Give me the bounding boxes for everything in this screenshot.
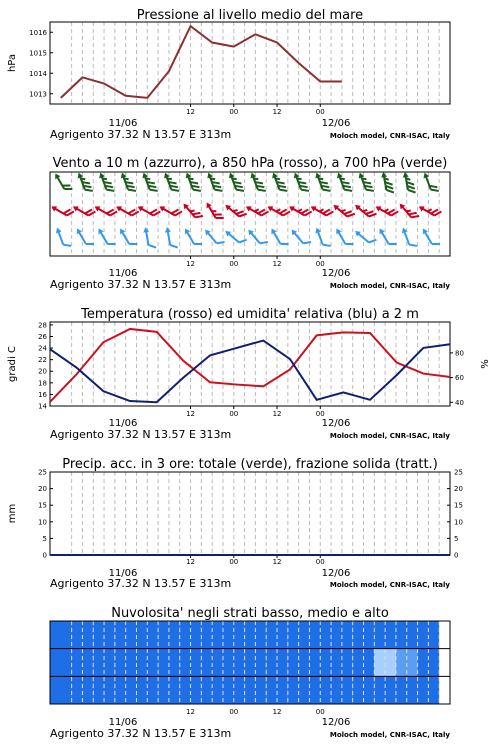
date-label: 11/06 [108,268,138,279]
y-tick-label: 18 [38,379,47,388]
wind-barb [203,225,225,248]
wind-barb [164,226,178,249]
x-tick-label: 00 [229,558,239,566]
x-tick-label: 00 [315,410,325,418]
y-axis-label: gradi C [7,346,18,382]
credit-label: Moloch model, CNR-ISAC, Italy [329,282,450,290]
wind-barb [96,225,116,249]
x-tick-label: 00 [229,260,239,268]
wind-barb [400,225,417,249]
wind-barb [377,225,397,249]
wind-barb [118,225,138,249]
x-tick-label: 12 [186,708,196,716]
wind-barb [353,200,376,222]
x-tick-label: 00 [229,108,239,116]
date-label: 12/06 [321,268,351,279]
date-label: 12/06 [321,418,351,429]
wind-barb [223,200,246,222]
wind-barb [292,170,309,194]
cloud-cell [50,649,72,677]
y-tick-label: 20 [38,367,47,376]
y-right-tick-label: 80 [455,349,464,358]
date-label: 12/06 [321,568,351,579]
x-tick-label: 00 [315,260,325,268]
x-tick-label: 12 [186,410,196,418]
y-right-tick-label: 40 [455,398,464,407]
date-label: 11/06 [108,418,138,429]
wind-barb [54,225,71,249]
x-tick-label: 12 [186,108,196,116]
y-tick-label: 1015 [29,49,47,58]
station-label: Agrigento 37.32 N 13.57 E 313m [50,577,232,590]
y-tick-label: 24 [38,344,47,353]
panel-title: Nuvolosita' negli strati basso, medio e alto [111,606,389,621]
wind-barb [162,170,179,194]
plot-frame [50,22,450,104]
y-tick-label: 22 [38,356,47,365]
x-tick-label: 12 [272,260,282,268]
x-tick-label: 12 [272,708,282,716]
wind-barb [246,225,268,248]
plot-frame [50,472,450,555]
credit-label: Moloch model, CNR-ISAC, Italy [329,432,450,440]
y-right-tick-label: 10 [454,518,463,527]
y-tick-label: 26 [38,332,47,341]
y-right-tick-label: 0 [454,551,459,560]
panel-title: Precip. acc. in 3 ore: totale (verde), frazione solida (tratt.) [62,457,438,472]
wind-barb [223,226,246,248]
wind-barb [270,170,287,194]
credit-label: Moloch model, CNR-ISAC, Italy [329,581,450,589]
credit-label: Moloch model, CNR-ISAC, Italy [329,731,450,739]
wind-barb [71,200,95,220]
y-axis-label: mm [7,503,18,524]
wind-barb [136,200,160,220]
y-right-axis-label: % [480,359,491,369]
y-right-tick-label: 20 [454,485,463,494]
wind-barb [74,225,94,249]
station-label: Agrigento 37.32 N 13.57 E 313m [50,428,232,441]
wind-barb [158,200,182,220]
wind-barb [420,225,440,249]
wind-barb [309,200,333,220]
wind-barb [417,200,441,220]
wind-barb [115,200,139,220]
x-tick-label: 00 [315,558,325,566]
wind-barb [288,200,312,220]
y-tick-label: 20 [38,485,47,494]
panel-3 [7,307,491,441]
temperature-line [50,329,450,402]
wind-barb [204,199,224,223]
wind-barb [422,170,439,194]
wind-barb [353,226,376,248]
wind-barb [402,171,416,194]
y-tick-label: 25 [38,468,47,477]
date-label: 11/06 [108,717,138,728]
wind-barb [227,170,244,194]
wind-barb [184,170,201,194]
station-label: Agrigento 37.32 N 13.57 E 313m [50,128,232,141]
wind-barb [289,225,311,248]
wind-barb [244,200,268,220]
y-tick-label: 0 [42,551,47,560]
wind-barb [181,199,203,222]
x-tick-label: 00 [315,708,325,716]
station-label: Agrigento 37.32 N 13.57 E 313m [50,278,232,291]
wind-barb [266,200,290,220]
wind-barb [374,200,398,220]
y-tick-label: 15 [38,501,47,510]
panel-title: Vento a 10 m (azzurro), a 850 hPa (rosso), a 700 hPa (verde) [52,156,448,171]
wind-barb [119,170,136,194]
wind-barb [97,170,114,194]
wind-barb [332,200,355,222]
date-label: 11/06 [108,118,138,129]
wind-barb [380,171,394,194]
wind-barb [334,225,354,249]
panel-4 [7,457,463,590]
wind-barb [314,170,331,194]
x-tick-label: 12 [272,558,282,566]
x-tick-label: 12 [186,260,196,268]
wind-barb [141,170,158,194]
date-label: 12/06 [321,118,351,129]
credit-label: Moloch model, CNR-ISAC, Italy [329,132,450,140]
y-right-tick-label: 5 [454,534,459,543]
wind-barb [335,170,352,194]
wind-barb [182,225,202,249]
date-label: 11/06 [108,568,138,579]
cloud-cell [50,676,72,704]
wind-barb [50,200,74,220]
y-right-tick-label: 15 [454,501,463,510]
panel-title: Temperatura (rosso) ed umidita' relativa (blu) a 2 m [81,307,419,322]
y-right-tick-label: 25 [454,468,463,477]
y-tick-label: 28 [38,321,47,330]
wind-barb [249,170,266,194]
humidity-line [50,341,450,403]
wind-barb [357,170,374,194]
x-tick-label: 00 [315,108,325,116]
y-tick-label: 1016 [29,28,47,37]
wind-barb [397,199,419,222]
x-tick-label: 12 [186,558,196,566]
y-tick-label: 16 [38,390,47,399]
y-axis-label: hPa [7,53,18,73]
wind-barb [142,226,156,249]
y-tick-label: 1014 [29,69,47,78]
wind-barb [93,200,117,220]
x-tick-label: 00 [229,708,239,716]
panel-2 [50,156,451,291]
panel-1 [7,8,450,141]
panel-5 [50,606,450,740]
date-label: 12/06 [321,717,351,728]
y-tick-label: 14 [38,402,47,411]
x-tick-label: 00 [229,410,239,418]
y-right-tick-label: 60 [455,374,464,383]
x-tick-label: 12 [272,410,282,418]
y-tick-label: 5 [42,534,47,543]
wind-barb [206,170,223,194]
panel-title: Pressione al livello medio del mare [136,8,364,23]
cloud-cell [50,621,72,649]
wind-barb [53,170,73,194]
wind-barb [269,225,289,249]
x-tick-label: 12 [272,108,282,116]
y-tick-label: 1013 [29,90,47,99]
wind-barb [76,170,93,194]
wind-barb [314,225,331,249]
station-label: Agrigento 37.32 N 13.57 E 313m [50,727,232,740]
y-tick-label: 10 [38,518,47,527]
